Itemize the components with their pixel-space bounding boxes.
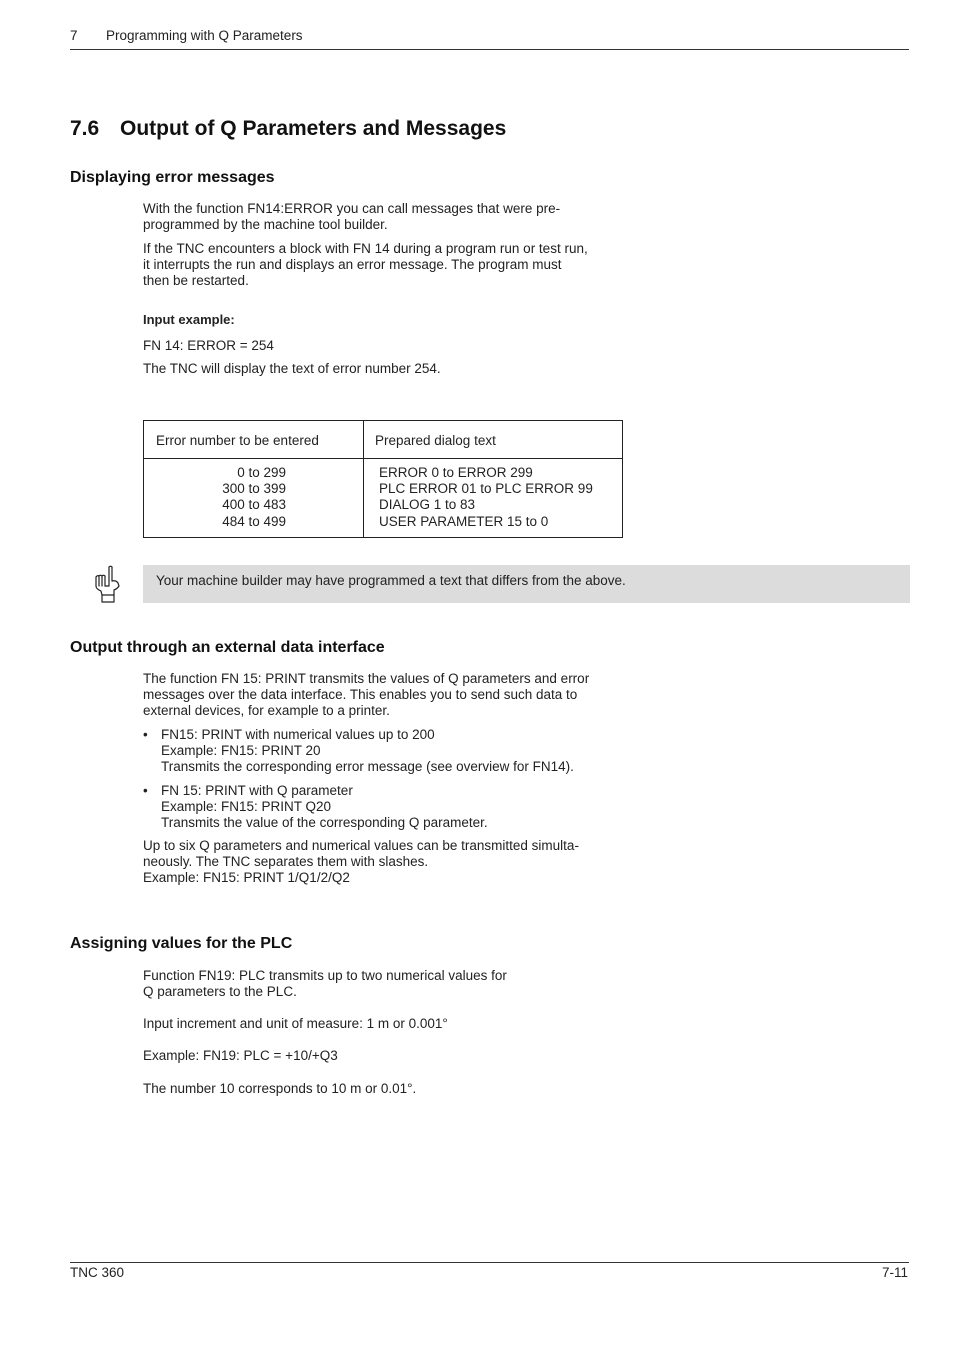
heading-error-messages: Displaying error messages — [70, 169, 275, 186]
chapter-title: Programming with Q Parameters — [106, 28, 303, 43]
heading-data-interface: Output through an external data interface — [70, 639, 385, 656]
dialog-text-item: USER PARAMETER 15 to 0 — [379, 513, 549, 529]
chapter-number: 7 — [70, 28, 78, 43]
fn15-bullet-list — [143, 727, 643, 838]
paragraph-fn14-run — [143, 241, 633, 290]
text-line: Example: FN15: PRINT 20 — [161, 743, 321, 759]
hand-pointing-icon — [92, 565, 122, 603]
section-number: 7.6 — [70, 117, 100, 140]
paragraph-fn19-intro — [143, 968, 633, 1000]
text-line: then be restarted. — [143, 273, 249, 289]
section-title-text: Output of Q Parameters and Messages — [120, 117, 507, 140]
text-line: programmed by the machine tool builder. — [143, 217, 388, 233]
error-number-table — [143, 420, 623, 538]
text-line: external devices, for example to a printer. — [143, 703, 390, 719]
list-item — [143, 727, 643, 776]
page-number: 7-11 — [881, 1265, 908, 1280]
range-item: 484 to 499 — [222, 513, 286, 529]
range-item: 0 to 299 — [237, 465, 286, 480]
text-line: Transmits the value of the corresponding Q parameter. — [161, 815, 488, 831]
table-header-row — [144, 421, 623, 459]
text-line: Up to six Q parameters and numerical values can be transmitted simulta- — [143, 838, 579, 853]
text-line: If the TNC encounters a block with FN 14 during a program run or test run, — [143, 241, 588, 256]
paragraph-input-increment: Input increment and unit of measure: 1 m or 0.001° — [143, 1016, 448, 1031]
footer-product: TNC 360 — [70, 1265, 125, 1280]
text-line: Q parameters to the PLC. — [143, 984, 297, 1000]
input-example-note: The TNC will display the text of error number 254. — [143, 361, 441, 376]
dialog-text-item: DIALOG 1 to 83 — [379, 497, 476, 513]
column-header-dialog-text: Prepared dialog text — [364, 421, 623, 459]
range-item: 300 to 399 — [222, 481, 286, 497]
list-item — [143, 783, 643, 832]
footer-rule — [70, 1262, 909, 1263]
dialog-texts-cell — [364, 459, 623, 538]
input-example-label: Input example: — [143, 312, 235, 327]
section-title — [70, 117, 506, 141]
dialog-text-item: ERROR 0 to ERROR 299 — [379, 465, 533, 480]
text-line: Function FN19: PLC transmits up to two numerical values for — [143, 968, 507, 983]
heading-plc: Assigning values for the PLC — [70, 935, 293, 952]
text-line: Example: FN15: PRINT 1/Q1/2/Q2 — [143, 870, 350, 886]
paragraph-fn15-multi — [143, 838, 633, 887]
note-box: Your machine builder may have programmed a text that differs from the above. — [143, 565, 910, 603]
running-header — [70, 28, 303, 43]
text-line: neously. The TNC separates them with slashes. — [143, 854, 429, 870]
paragraph-fn15-intro — [143, 671, 633, 720]
text-line: Example: FN15: PRINT Q20 — [161, 798, 332, 814]
header-rule — [70, 49, 909, 50]
dialog-text-item: PLC ERROR 01 to PLC ERROR 99 — [379, 481, 593, 497]
text-line: With the function FN14:ERROR you can call messages that were pre- — [143, 201, 561, 216]
table-row — [144, 459, 623, 538]
error-ranges-cell — [144, 459, 364, 538]
paragraph-number-correspondence: The number 10 corresponds to 10 m or 0.01°. — [143, 1081, 417, 1096]
text-line: The function FN 15: PRINT transmits the values of Q parameters and error — [143, 671, 590, 686]
range-item: 400 to 483 — [222, 497, 286, 513]
text-line: messages over the data interface. This enables you to send such data to — [143, 687, 578, 703]
text-line: Transmits the corresponding error message (see overview for FN14). — [161, 759, 574, 775]
paragraph-fn19-example: Example: FN19: PLC = +10/+Q3 — [143, 1048, 338, 1063]
text-line: • FN 15: PRINT with Q parameter — [161, 782, 353, 798]
column-header-error-number: Error number to be entered — [144, 421, 364, 459]
text-line: it interrupts the run and displays an error message. The program must — [143, 257, 562, 273]
input-example-code: FN 14: ERROR = 254 — [143, 338, 274, 353]
paragraph-fn14-intro — [143, 201, 633, 233]
text-line: • FN15: PRINT with numerical values up to 200 — [161, 727, 435, 742]
